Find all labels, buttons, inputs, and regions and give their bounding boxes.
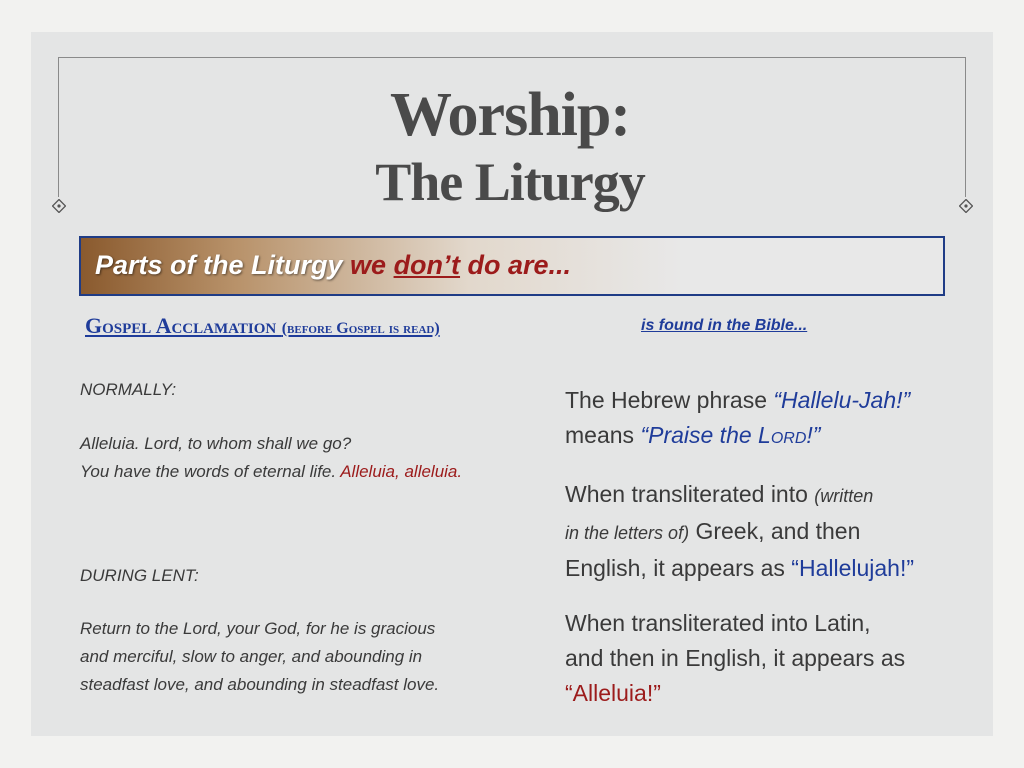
gospel-acclamation-heading: [85, 313, 440, 339]
text-run: in the letters of): [565, 523, 690, 543]
found-in-bible-note: is found in the Bible...: [641, 317, 808, 334]
greek-paragraph: [565, 477, 975, 586]
normally-text: [80, 430, 462, 486]
heading-sub: (before Gospel is read): [281, 320, 440, 337]
banner-text-part: we: [350, 250, 394, 280]
hallelu-jah: “Hallelu-Jah!”: [773, 387, 911, 413]
frame-top-rule: [58, 57, 965, 58]
diamond-ornament-icon: [52, 199, 66, 213]
text-run: English, it appears as: [565, 555, 792, 581]
text-line: steadfast love, and abounding in steadfast love.: [80, 675, 440, 694]
banner-text: [95, 250, 571, 281]
banner-text-part: do are...: [460, 250, 572, 280]
section-banner: [79, 236, 945, 296]
text-line: and then in English, it appears as: [565, 645, 906, 671]
text-line: You have the words of eternal life.: [80, 462, 341, 481]
hallelujah: “Hallelujah!”: [791, 555, 915, 581]
text-line: and merciful, slow to anger, and abounding in: [80, 647, 423, 666]
text-run: means: [565, 422, 641, 448]
slide-subtitle: The Liturgy: [375, 152, 645, 212]
lord-small-caps: Lord: [758, 422, 807, 448]
heading-main: Gospel Acclamation: [85, 313, 282, 338]
text-run: The Hebrew phrase: [565, 387, 774, 413]
text-line: Return to the Lord, your God, for he is gracious: [80, 619, 436, 638]
alleluia-quote: “Alleluia!”: [565, 680, 661, 706]
praise-the-lord: “Praise the: [640, 422, 759, 448]
normally-label: NORMALLY:: [80, 380, 177, 399]
lent-text: [80, 615, 439, 699]
latin-paragraph: [565, 606, 975, 711]
hebrew-paragraph: [565, 383, 975, 453]
text-line: When transliterated into Latin,: [565, 610, 871, 636]
text-run: (written: [814, 486, 874, 506]
lent-label: DURING LENT:: [80, 566, 199, 585]
frame-left-rule: [58, 57, 59, 197]
diamond-ornament-icon: [959, 199, 973, 213]
banner-text-emphasis: don’t: [393, 250, 461, 280]
frame-right-rule: [965, 57, 966, 197]
text-run: When transliterated into: [565, 481, 815, 507]
alleluia-red: Alleluia, alleluia.: [340, 462, 463, 481]
text-line: Alleluia. Lord, to whom shall we go?: [80, 434, 352, 453]
text-run: Greek, and then: [689, 518, 861, 544]
banner-text-part: Parts of the Liturgy: [95, 250, 351, 280]
slide-title: Worship:: [389, 81, 631, 149]
text-run: !”: [806, 422, 821, 448]
